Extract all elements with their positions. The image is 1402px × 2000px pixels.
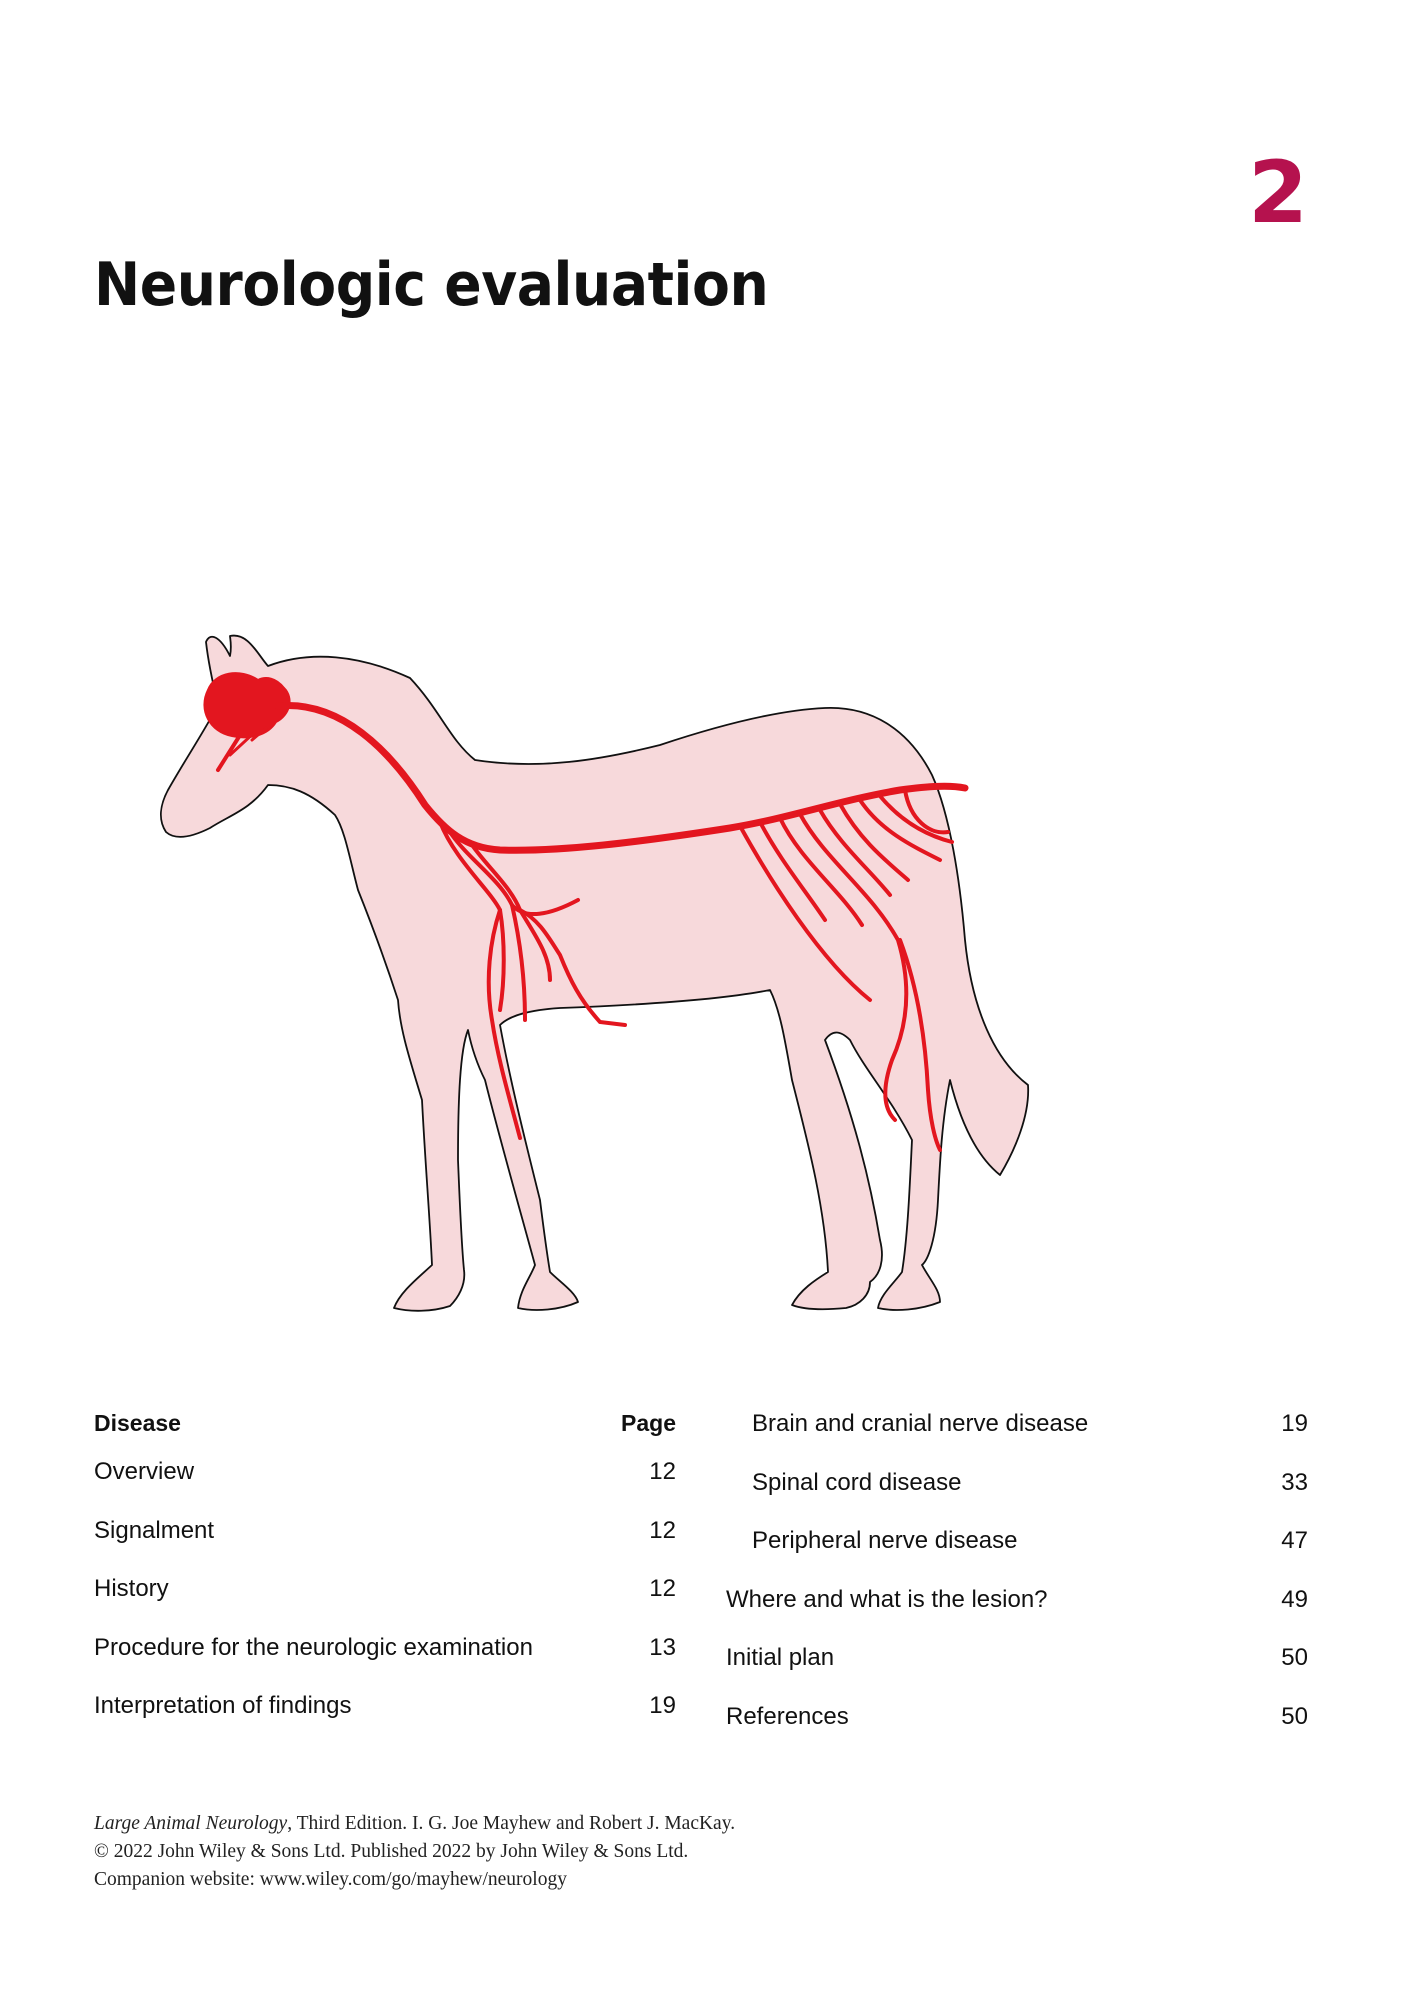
toc-entry-label: Where and what is the lesion? [726, 1585, 1048, 1613]
horse-silhouette [161, 636, 1028, 1311]
toc-entry-interpretation[interactable] [94, 1692, 676, 1751]
toc-entry-page: 19 [1281, 1410, 1308, 1437]
citation-rest: , Third Edition. I. G. Joe Mayhew and Robert J. MacKay. [287, 1813, 736, 1834]
toc-entry-spinal-cord[interactable] [726, 1469, 1308, 1528]
toc-entry-page: 19 [649, 1692, 676, 1719]
toc-entry-label: Signalment [94, 1516, 215, 1544]
toc-entry-overview[interactable] [94, 1458, 676, 1517]
toc-entry-page: 50 [1281, 1702, 1308, 1730]
toc-entry-page: 12 [649, 1458, 676, 1485]
chapter-number: 2 [1248, 143, 1308, 243]
website-line[interactable]: Companion website: www.wiley.com/go/mayhew/neurology [94, 1869, 567, 1890]
toc-entry-label: Procedure for the neurologic examination [94, 1633, 533, 1661]
toc-entry-page: 47 [1281, 1527, 1308, 1554]
toc-entry-page: 12 [649, 1575, 676, 1602]
toc-entry-page: 13 [649, 1633, 676, 1661]
citation-line [94, 1810, 735, 1838]
toc-entry-initial-plan[interactable] [726, 1644, 1308, 1703]
copyright-line: © 2022 John Wiley & Sons Ltd. Published 2022 by John Wiley & Sons Ltd. [94, 1841, 689, 1862]
chapter-title: Neurologic evaluation [94, 250, 769, 320]
book-title: Large Animal Neurology [94, 1813, 288, 1834]
toc-left-column [94, 1410, 676, 1751]
toc-entry-label: Spinal cord disease [752, 1468, 962, 1496]
toc-header-disease: Disease [94, 1410, 181, 1436]
toc-entry-label: Initial plan [726, 1644, 835, 1671]
toc-header [94, 1410, 676, 1458]
toc-entry-lesion[interactable] [726, 1586, 1308, 1645]
toc-entry-label: References [726, 1702, 849, 1730]
toc-entry-signalment[interactable] [94, 1517, 676, 1576]
citation-footer [94, 1810, 735, 1894]
toc-entry-page: 49 [1281, 1585, 1308, 1613]
toc-entry-page: 50 [1281, 1644, 1308, 1671]
toc-entry-procedure[interactable] [94, 1634, 676, 1693]
toc-entry-brain-cranial[interactable] [726, 1410, 1308, 1469]
toc-entry-label: Overview [94, 1458, 195, 1485]
horse-nervous-system-illustration [80, 560, 1200, 1360]
toc-right-column [726, 1410, 1308, 1761]
toc-entry-label: Peripheral nerve disease [752, 1527, 1018, 1554]
toc-header-page: Page [621, 1410, 676, 1436]
toc-entry-references[interactable] [726, 1703, 1308, 1762]
toc-entry-history[interactable] [94, 1575, 676, 1634]
toc-entry-label: Brain and cranial nerve disease [752, 1410, 1089, 1437]
toc-entry-label: History [94, 1575, 169, 1602]
toc-entry-label: Interpretation of findings [94, 1692, 352, 1719]
toc-entry-page: 12 [649, 1516, 676, 1544]
toc-entry-page: 33 [1281, 1468, 1308, 1496]
toc-entry-peripheral-nerve[interactable] [726, 1527, 1308, 1586]
